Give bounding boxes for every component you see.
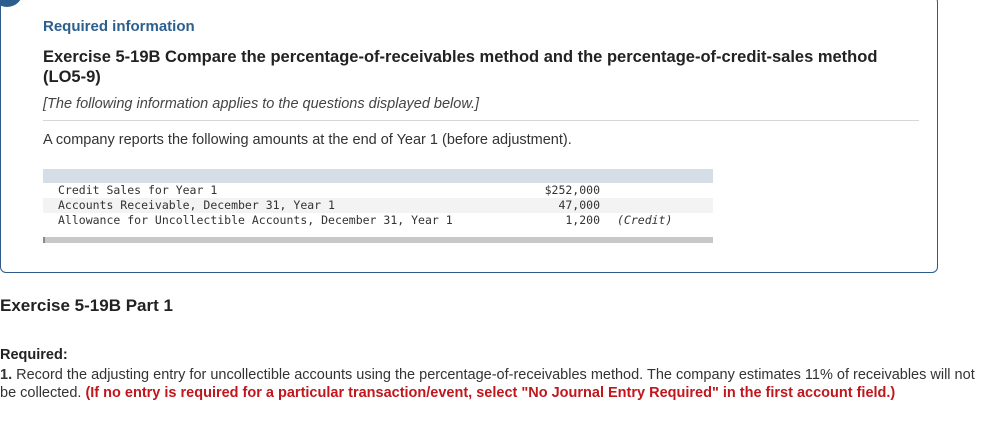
exercise-title: Exercise 5-19B Compare the percentage-of-receivables method and the percentage-of-credit-sales method (LO5-9): [43, 48, 878, 86]
applies-note: [The following information applies to the questions displayed below.]: [43, 96, 480, 112]
required-information-heading: Required information: [43, 18, 195, 35]
table-row: [43, 183, 713, 198]
row-amount: 1,200: [565, 213, 600, 227]
info-badge-icon: [0, 0, 23, 7]
instruction-text: [0, 366, 975, 402]
row-label: Accounts Receivable, December 31, Year 1: [58, 198, 335, 212]
item-warning: (If no entry is required for a particular transaction/event, select "No Journal Entry Required" in the first account field.): [85, 385, 896, 401]
table-row: [43, 198, 713, 213]
divider: [43, 120, 919, 121]
row-note: (Credit): [617, 213, 673, 227]
row-label: Allowance for Uncollectible Accounts, December 31, Year 1: [58, 213, 453, 227]
required-label: Required:: [0, 347, 68, 363]
amounts-table: [43, 169, 713, 243]
table-footer-bar: [43, 237, 713, 243]
row-label: Credit Sales for Year 1: [58, 183, 218, 197]
item-text: Record the adjusting entry for uncollectible accounts using the percentage-of-receivables method. The company estimates 11% of receivables will not be collected.: [0, 367, 975, 401]
row-amount: $252,000: [544, 183, 600, 197]
part-title: Exercise 5-19B Part 1: [0, 296, 173, 315]
item-number: 1.: [0, 367, 13, 383]
intro-text: A company reports the following amounts at the end of Year 1 (before adjustment).: [43, 132, 572, 148]
table-header-bar: [43, 169, 713, 183]
row-amount: 47,000: [558, 198, 600, 212]
table-row: [43, 213, 713, 228]
